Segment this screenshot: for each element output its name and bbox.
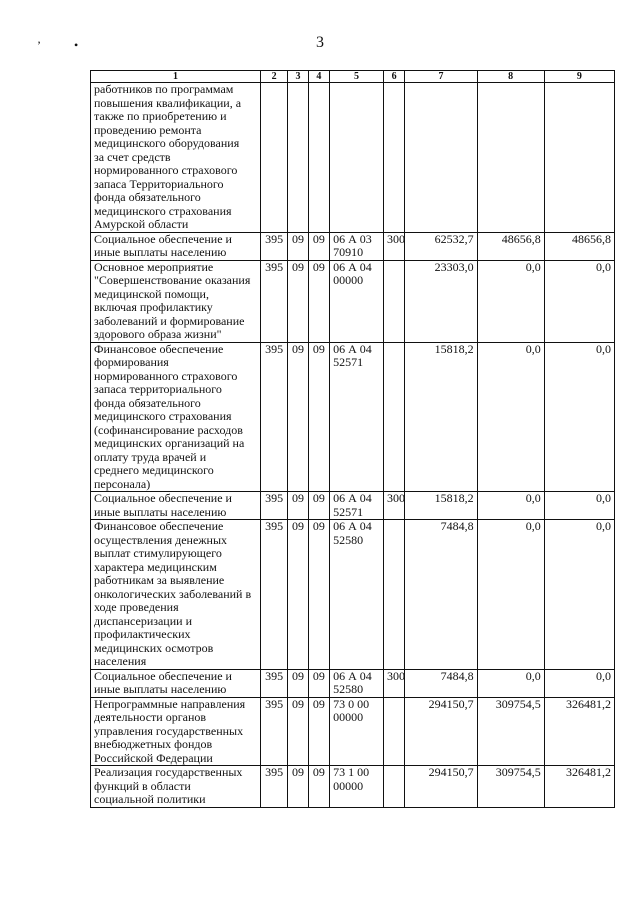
row-name-cell: Финансовое обеспечение формирования нормированного страхового запаса территориального фонда обязательного медицинского страхования (софинансирование расходов медицинских организаций на оплату труда врачей и среднего медицинского персонала) [91,342,261,492]
amount-year2-cell: 48656,8 [477,232,544,260]
amount-year3-cell: 0,0 [544,260,614,342]
target-article-cell: 73 0 00 00000 [330,697,384,766]
expense-type-cell [384,342,405,492]
table-row [91,342,615,492]
target-article-cell: 06 А 04 00000 [330,260,384,342]
grbs-cell [260,83,287,233]
amount-year2-cell: 0,0 [477,492,544,520]
scan-mark: ’ [37,38,41,52]
table-header-row [91,71,615,83]
subsection-cell: 09 [308,492,329,520]
amount-year2-cell: 0,0 [477,669,544,697]
expense-type-cell [384,766,405,808]
target-article-cell: 06 А 04 52580 [330,669,384,697]
target-article-cell [330,83,384,233]
row-name-cell: Социальное обеспечение и иные выплаты населению [91,232,261,260]
grbs-cell: 395 [260,232,287,260]
row-name-cell: Социальное обеспечение и иные выплаты населению [91,492,261,520]
amount-year1-cell: 23303,0 [405,260,477,342]
subsection-cell: 09 [308,520,329,670]
grbs-cell: 395 [260,260,287,342]
expense-type-cell: 300 [384,492,405,520]
section-cell: 09 [288,342,308,492]
header-cell: 4 [308,71,329,83]
row-name-cell: Финансовое обеспечение осуществления денежных выплат стимулирующего характера медицинским работникам за выявление онкологических заболеваний в ходе проведения диспансеризации и профилактических медицинских осмотров населения [91,520,261,670]
grbs-cell: 395 [260,669,287,697]
target-article-cell: 06 А 04 52580 [330,520,384,670]
amount-year1-cell: 7484,8 [405,520,477,670]
section-cell: 09 [288,492,308,520]
header-cell: 6 [384,71,405,83]
section-cell: 09 [288,232,308,260]
subsection-cell: 09 [308,766,329,808]
amount-year1-cell: 15818,2 [405,342,477,492]
scan-mark: • [74,38,79,52]
amount-year2-cell: 0,0 [477,342,544,492]
header-cell: 8 [477,71,544,83]
table-row [91,669,615,697]
row-name-cell: Непрограммные направления деятельности органов управления государственных внебюджетных фондов Российской Федерации [91,697,261,766]
amount-year2-cell: 309754,5 [477,697,544,766]
amount-year3-cell: 326481,2 [544,766,614,808]
section-cell: 09 [288,260,308,342]
header-cell: 7 [405,71,477,83]
amount-year3-cell: 0,0 [544,669,614,697]
header-cell: 5 [330,71,384,83]
section-cell: 09 [288,520,308,670]
table-row [91,697,615,766]
page-number: 3 [316,34,324,51]
expense-type-cell: 300 [384,669,405,697]
section-cell: 09 [288,697,308,766]
expense-type-cell [384,697,405,766]
amount-year3-cell: 326481,2 [544,697,614,766]
target-article-cell: 73 1 00 00000 [330,766,384,808]
amount-year2-cell: 0,0 [477,520,544,670]
amount-year3-cell: 0,0 [544,342,614,492]
expense-type-cell [384,520,405,670]
header-cell: 2 [260,71,287,83]
amount-year3-cell: 0,0 [544,520,614,670]
header-cell: 9 [544,71,614,83]
amount-year3-cell [544,83,614,233]
grbs-cell: 395 [260,342,287,492]
budget-table [90,70,615,808]
amount-year3-cell: 48656,8 [544,232,614,260]
header-cell: 1 [91,71,261,83]
expense-type-cell [384,83,405,233]
expense-type-cell: 300 [384,232,405,260]
subsection-cell: 09 [308,232,329,260]
table-row [91,83,615,233]
grbs-cell: 395 [260,520,287,670]
amount-year1-cell: 15818,2 [405,492,477,520]
target-article-cell: 06 А 04 52571 [330,492,384,520]
header-cell: 3 [288,71,308,83]
row-name-cell: Основное мероприятие "Совершенствование оказания медицинской помощи, включая профилактику заболеваний и формирование здорового образа жизни" [91,260,261,342]
table-row [91,766,615,808]
subsection-cell [308,83,329,233]
grbs-cell: 395 [260,492,287,520]
row-name-cell: Реализация государственных функций в области социальной политики [91,766,261,808]
row-name-cell: Социальное обеспечение и иные выплаты населению [91,669,261,697]
grbs-cell: 395 [260,766,287,808]
row-name-cell: работников по программам повышения квалификации, а также по приобретению и проведению ремонта медицинского оборудования за счет средств нормированного страхового запаса Территориального фонда обязательного медицинского страхования Амурской области [91,83,261,233]
amount-year3-cell: 0,0 [544,492,614,520]
table-row [91,232,615,260]
table-row [91,260,615,342]
section-cell: 09 [288,766,308,808]
grbs-cell: 395 [260,697,287,766]
table-row [91,492,615,520]
target-article-cell: 06 А 04 52571 [330,342,384,492]
amount-year2-cell: 0,0 [477,260,544,342]
amount-year1-cell: 294150,7 [405,766,477,808]
amount-year1-cell: 294150,7 [405,697,477,766]
subsection-cell: 09 [308,669,329,697]
subsection-cell: 09 [308,260,329,342]
section-cell [288,83,308,233]
amount-year2-cell [477,83,544,233]
amount-year1-cell: 62532,7 [405,232,477,260]
subsection-cell: 09 [308,697,329,766]
subsection-cell: 09 [308,342,329,492]
table-row [91,520,615,670]
amount-year1-cell: 7484,8 [405,669,477,697]
target-article-cell: 06 А 03 70910 [330,232,384,260]
expense-type-cell [384,260,405,342]
section-cell: 09 [288,669,308,697]
amount-year1-cell [405,83,477,233]
amount-year2-cell: 309754,5 [477,766,544,808]
table-body [91,83,615,808]
